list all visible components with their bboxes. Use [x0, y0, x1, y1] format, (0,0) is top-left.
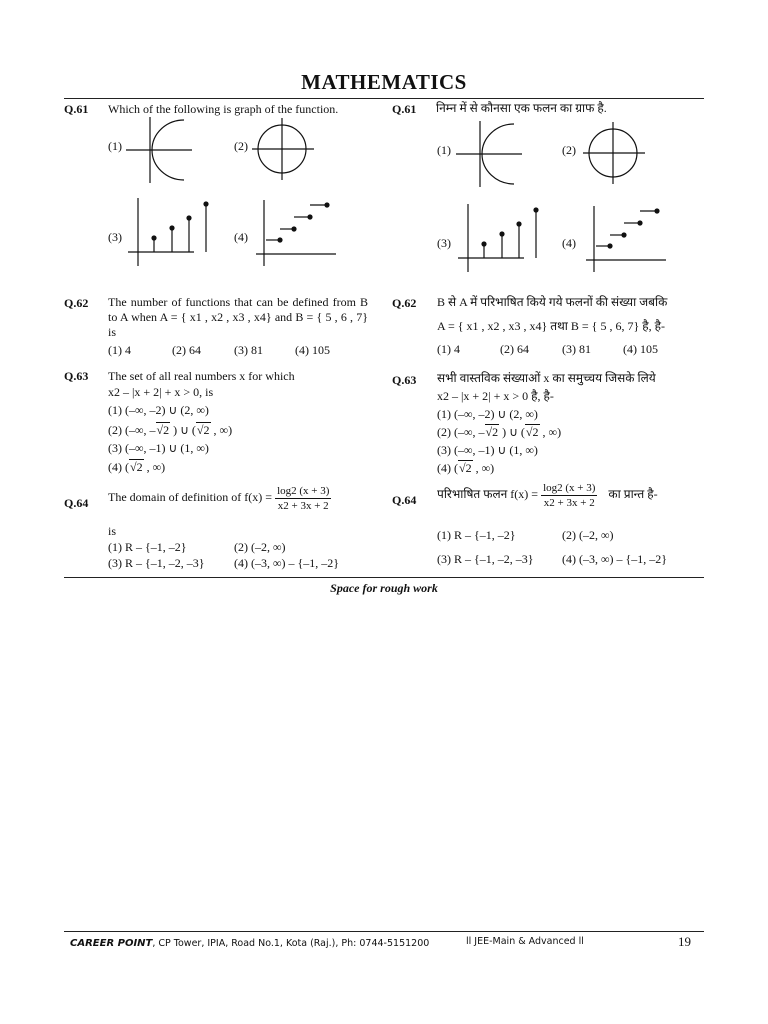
graph-stem-points [128, 198, 214, 266]
q62-question-hi-line2: A = { x1 , x2 , x3 , x4} तथा B = { 5 , 6, 7} है, है- [437, 319, 665, 333]
q62-option-2: (2) 64 [172, 343, 201, 357]
page-number: 19 [678, 934, 691, 949]
graph-step-function [256, 198, 336, 266]
q61-hi-option-label-2: (2) [562, 143, 576, 157]
q63-hi-option-3: (3) (–∞, –1) ∪ (1, ∞) [437, 443, 538, 457]
q64-option-2: (2) (–2, ∞) [234, 540, 286, 554]
q63-question-hi-line2: x2 – |x + 2| + x > 0 है, है- [437, 389, 554, 403]
q64-option-3: (3) R – {–1, –2, –3} [108, 556, 205, 570]
q61-question-en: Which of the following is graph of the function. [108, 102, 339, 116]
q62-option-4: (4) 105 [295, 343, 330, 357]
graph-full-circle-hi [583, 122, 645, 184]
q64-number: Q.64 [64, 496, 89, 510]
q63-hi-option-2: (2) (–∞, –√2 ) ∪ (√2 , ∞) [437, 425, 562, 439]
q61-question-hi: निम्न में से कौनसा एक फलन का ग्राफ है. [436, 101, 607, 115]
q61-number: Q.61 [64, 102, 89, 116]
q64-question-en-is: is [108, 524, 117, 538]
q62-hi-option-3: (3) 81 [562, 342, 591, 356]
q62-hi-option-2: (2) 64 [500, 342, 529, 356]
q64-option-4: (4) (–3, ∞) – {–1, –2} [234, 556, 340, 570]
q61-hi-option-label-3: (3) [437, 236, 451, 250]
q64-hi-option-4: (4) (–3, ∞) – {–1, –2} [562, 552, 668, 566]
q63-question-hi-line1: सभी वास्तविक संख्याओं x का समुच्चय जिसके लिये [437, 371, 656, 385]
q61-option-label-4: (4) [234, 230, 248, 244]
footer-exam: ll JEE-Main & Advanced ll [466, 936, 584, 947]
title-rule [64, 98, 704, 99]
rough-work-rule [64, 577, 704, 578]
q63-number: Q.63 [64, 369, 89, 383]
q63-question-en-line2: x2 – |x + 2| + x > 0, is [108, 385, 214, 399]
q62-question-hi-line1: B से A में परिभाषित किये गये फलनों की संख्या जबकि [437, 295, 668, 309]
q63-hi-option-4: (4) (√2 , ∞) [437, 461, 495, 475]
graph-stem-points-hi [458, 204, 544, 272]
q64-question-hi: परिभाषित फलन f(x) = $\frac{\log 2 (x + 3)}{x2 + 3x + 2}$ का प्रान्त है- [437, 481, 658, 509]
q62-hi-option-1: (1) 4 [437, 342, 460, 356]
graph-left-semicircle-hi [456, 121, 526, 187]
graph-step-function-hi [586, 204, 666, 272]
q62-number: Q.62 [64, 296, 89, 310]
graph-left-semicircle [126, 117, 196, 183]
q64-hi-option-1: (1) R – {–1, –2} [437, 528, 516, 542]
q62-hi-option-4: (4) 105 [623, 342, 658, 356]
q63-number-hi: Q.63 [392, 373, 417, 387]
graph-full-circle [252, 118, 314, 180]
rough-work-label: Space for rough work [330, 581, 438, 595]
q62-number-hi: Q.62 [392, 296, 417, 310]
q63-option-2: (2) (–∞, –√2 ) ∪ (√2 , ∞) [108, 423, 233, 437]
q62-question-en: The number of functions that can be defined from B to A when A = { x1 , x2 , x3 , x4} and B = { 5 , 6 , 7} is [108, 295, 368, 339]
q63-question-en-line1: The set of all real numbers x for which [108, 369, 295, 383]
q63-option-3: (3) (–∞, –1) ∪ (1, ∞) [108, 441, 209, 455]
q61-hi-option-label-1: (1) [437, 143, 451, 157]
q64-fraction: $\frac{\log 2 (x + 3)}{x2 + 3x + 2}$ [277, 484, 330, 512]
q63-hi-option-1: (1) (–∞, –2) ∪ (2, ∞) [437, 407, 538, 421]
footer-rule [64, 931, 704, 932]
q64-hi-option-3: (3) R – {–1, –2, –3} [437, 552, 534, 566]
q61-hi-option-label-4: (4) [562, 236, 576, 250]
q61-option-label-2: (2) [234, 139, 248, 153]
q64-fraction-hi: $\frac{\log 2 (x + 3)}{x2 + 3x + 2}$ [543, 481, 596, 509]
footer-address: CAREER POINT, CP Tower, IPIA, Road No.1, Kota (Raj.), Ph: 0744-5151200 [70, 938, 430, 949]
page-title: MATHEMATICS [301, 70, 467, 94]
q61-option-label-1: (1) [108, 139, 122, 153]
q64-hi-option-2: (2) (–2, ∞) [562, 528, 614, 542]
q63-option-4: (4) (√2 , ∞) [108, 460, 166, 474]
q61-option-label-3: (3) [108, 230, 122, 244]
q64-question-en: The domain of definition of f(x) = $\frac{\log 2 (x + 3)}{x2 + 3x + 2}$ [108, 484, 330, 512]
q62-option-1: (1) 4 [108, 343, 131, 357]
q64-number-hi: Q.64 [392, 493, 417, 507]
q63-option-1: (1) (–∞, –2) ∪ (2, ∞) [108, 403, 209, 417]
q62-option-3: (3) 81 [234, 343, 263, 357]
q64-option-1: (1) R – {–1, –2} [108, 540, 187, 554]
q61-number-hi: Q.61 [392, 102, 417, 116]
career-point-logo: CAREER POINT [70, 938, 153, 949]
